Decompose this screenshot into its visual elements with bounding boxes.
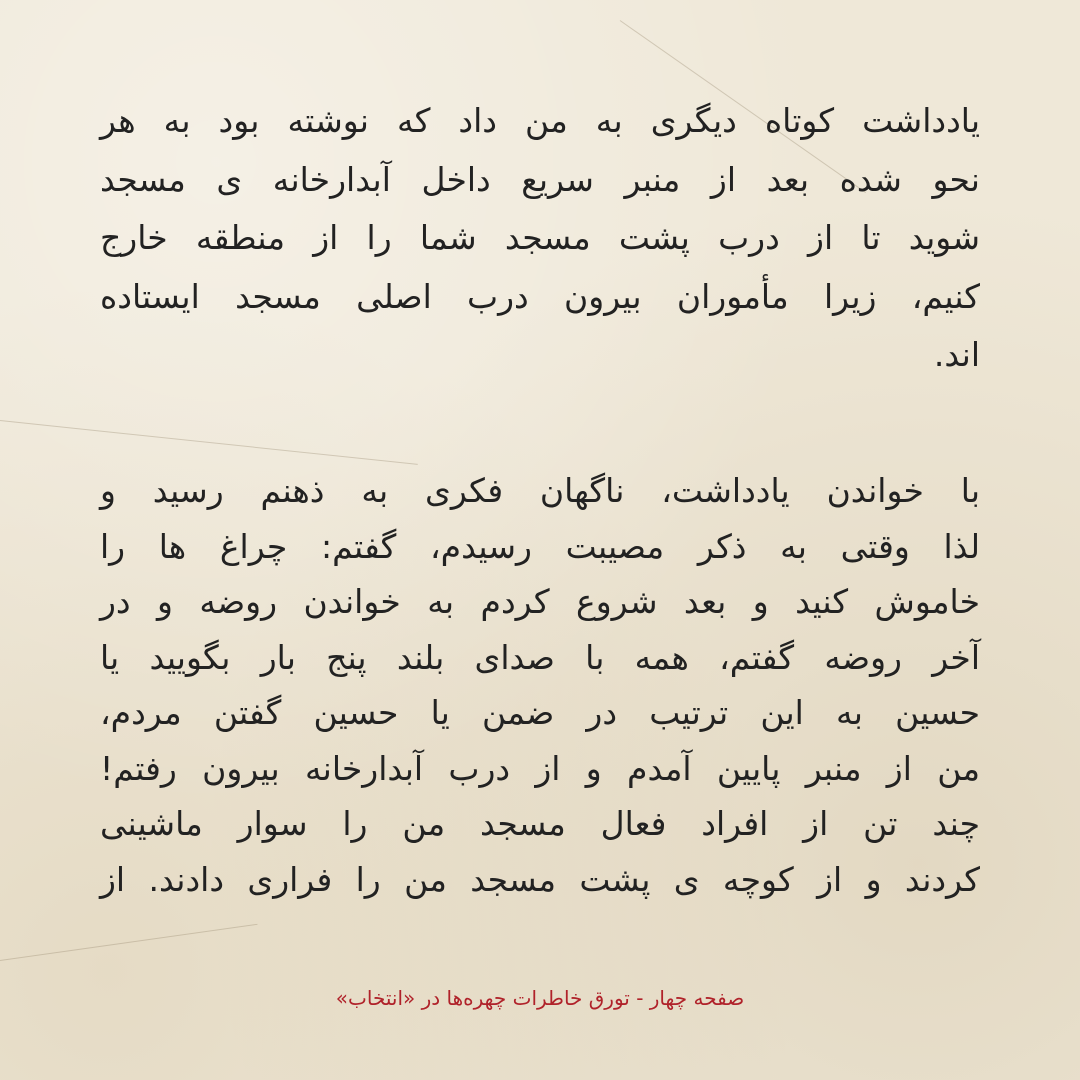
text-line: لذا وقتی به ذکر مصیبت رسیدم، گفتم: چراغ ها را xyxy=(100,526,980,566)
text-line: با خواندن یادداشت، ناگهان فکری به ذهنم رسید و xyxy=(100,471,980,510)
text-line: حسین به این ترتیب در ضمن یا حسین گفتن مردم، xyxy=(100,693,980,732)
text-line: یادداشت کوتاه دیگری به من داد که نوشته بود به هر xyxy=(100,101,980,140)
paper-crack xyxy=(0,924,258,961)
text-line: کردند و از کوچه ی پشت مسجد من را فراری دادند. از xyxy=(100,859,980,899)
text-line: شوید تا از درب پشت مسجد شما را از منطقه خارج xyxy=(100,218,980,257)
text-line: کنیم، زیرا مأموران بیرون درب اصلی مسجد ایستاده xyxy=(100,276,980,316)
paragraph-1 xyxy=(100,92,980,385)
text-line: نحو شده بعد از منبر سریع داخل آبدارخانه ی مسجد xyxy=(100,159,980,199)
text-line: چند تن از افراد فعال مسجد من را سوار ماشینی xyxy=(100,804,980,843)
text-line: اند. xyxy=(933,335,980,374)
page-footer-caption: صفحه چهار - تورق خاطرات چهره‌ها در «انتخاب» xyxy=(335,986,745,1010)
paragraph-2 xyxy=(100,463,980,907)
text-line: خاموش کنید و بعد شروع کردم به خواندن روضه و در xyxy=(100,582,980,621)
paper-crack xyxy=(0,420,418,465)
text-line: من از منبر پایین آمدم و از درب آبدارخانه بیرون رفتم! xyxy=(100,748,980,788)
text-line: آخر روضه گفتم، همه با صدای بلند پنج بار بگویید یا xyxy=(100,637,980,677)
